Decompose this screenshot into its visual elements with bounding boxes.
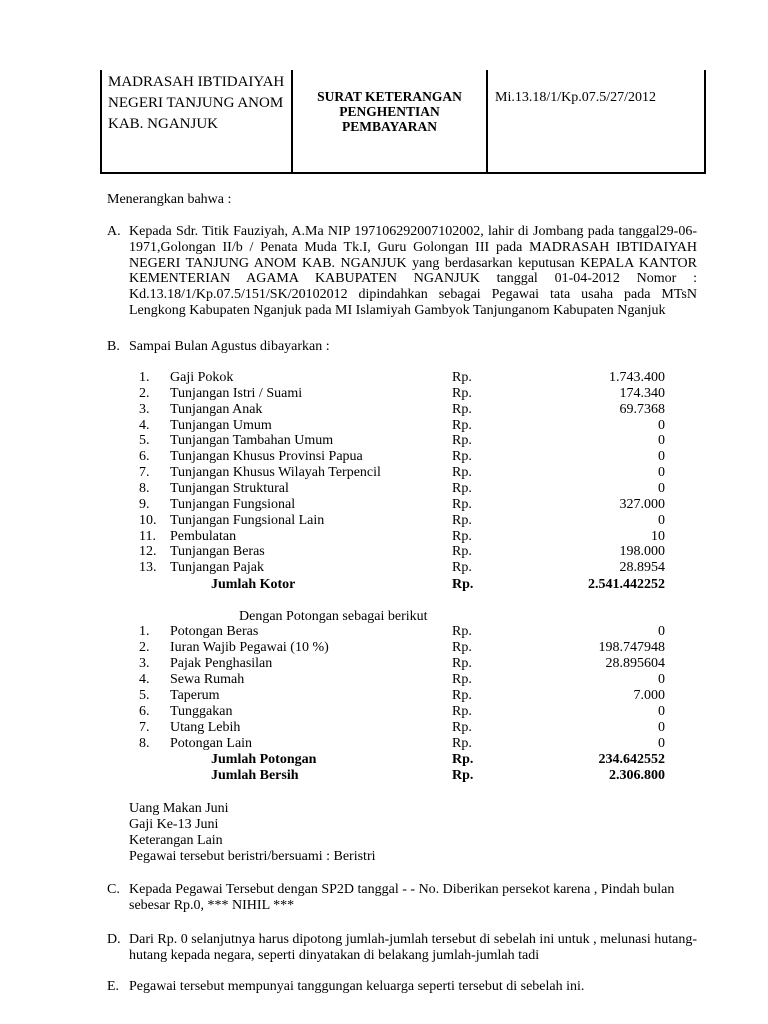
- income-item-amount: 0: [658, 417, 665, 433]
- income-item-label: Tunjangan Umum: [170, 417, 272, 433]
- income-item-number: 1.: [139, 370, 150, 385]
- income-item-row: [0, 481, 768, 497]
- income-item-currency: Rp.: [452, 560, 472, 576]
- net-total-label: Jumlah Bersih: [211, 768, 299, 783]
- income-item-amount: 0: [658, 465, 665, 481]
- document-number: Mi.13.18/1/Kp.07.5/27/2012: [495, 90, 657, 105]
- income-item-amount: 69.7368: [619, 401, 665, 417]
- income-item-label: Tunjangan Khusus Provinsi Papua: [170, 449, 363, 465]
- deduction-item-row: [0, 640, 768, 656]
- deduction-item-currency: Rp.: [452, 640, 472, 655]
- deduction-item-amount: 0: [658, 672, 665, 687]
- income-item-number: 12.: [139, 544, 157, 560]
- deduction-item-amount: 0: [658, 736, 665, 751]
- gross-total-amount: 2.541.442252: [588, 577, 665, 592]
- income-item-currency: Rp.: [452, 528, 472, 544]
- section-d-body: [129, 932, 697, 964]
- income-item-amount: 174.340: [619, 385, 665, 401]
- deduction-item-row: [0, 736, 768, 752]
- income-item-row: [0, 418, 768, 434]
- meal-allowance-note: Uang Makan Juni: [129, 801, 229, 816]
- deduction-item-currency: Rp.: [452, 688, 472, 703]
- income-item-row: [0, 497, 768, 513]
- deduction-item-number: 3.: [139, 656, 150, 671]
- institution-line: KAB. NGANJUK: [108, 116, 219, 132]
- income-item-row: [0, 386, 768, 402]
- income-item-number: 7.: [139, 465, 150, 481]
- deduction-item-amount: 0: [658, 704, 665, 719]
- deduction-item-row: [0, 720, 768, 736]
- deduction-item-number: 6.: [139, 704, 150, 719]
- marital-status-note: Pegawai tersebut beristri/bersuami : Beristri: [129, 849, 376, 864]
- income-item-currency: Rp.: [452, 449, 472, 465]
- section-c-line: sebesar Rp.0, *** NIHIL ***: [129, 897, 295, 913]
- deduction-item-number: 8.: [139, 736, 150, 751]
- deduction-item-currency: Rp.: [452, 656, 472, 671]
- income-item-row: [0, 529, 768, 545]
- income-item-row: [0, 513, 768, 529]
- income-item-number: 4.: [139, 417, 150, 433]
- income-item-number: 5.: [139, 433, 150, 449]
- income-item-currency: Rp.: [452, 417, 472, 433]
- income-item-number: 3.: [139, 401, 150, 417]
- income-item-number: 10.: [139, 512, 157, 528]
- title-line: PEMBAYARAN: [341, 119, 437, 134]
- income-item-currency: Rp.: [452, 544, 472, 560]
- income-item-number: 11.: [139, 528, 156, 544]
- deduction-item-number: 7.: [139, 720, 150, 735]
- deduction-item-currency: Rp.: [452, 624, 472, 639]
- income-item-label: Tunjangan Beras: [170, 544, 265, 560]
- income-item-currency: Rp.: [452, 385, 472, 401]
- section-e-letter: E.: [107, 979, 120, 994]
- income-item-number: 6.: [139, 449, 150, 465]
- income-item-number: 9.: [139, 496, 150, 512]
- section-d-line: hutang kepada negara, seperti dinyatakan di belakang jumlah-jumlah tadi: [129, 947, 540, 963]
- institution-line: NEGERI TANJUNG ANOM: [108, 95, 284, 111]
- title-line: PENGHENTIAN: [339, 104, 440, 119]
- total-deductions-label: Jumlah Potongan: [211, 752, 317, 767]
- section-c-line: Kepada Pegawai Tersebut dengan SP2D tanggal - - No. Diberikan persekot karena , Pindah bulan: [129, 882, 675, 897]
- income-item-label: Tunjangan Fungsional: [170, 496, 296, 512]
- section-a-line: 1971,Golongan II/b / Penata Muda Tk.I, Guru Golongan III pada MADRASAH IBTIDAIYAH: [129, 239, 697, 255]
- section-d-letter: D.: [107, 932, 121, 947]
- section-b-letter: B.: [107, 339, 120, 354]
- total-deductions-currency: Rp.: [452, 752, 474, 767]
- deduction-item-label: Potongan Beras: [170, 624, 259, 639]
- deduction-item-amount: 28.895604: [605, 656, 665, 671]
- deduction-item-amount: 0: [658, 720, 665, 735]
- header-table: [100, 70, 706, 174]
- section-a-line: Lengkong Kabupaten Nganjuk pada MI Islamiyah Gambyok Tanjunganom Kabupaten Nganjuk: [129, 302, 666, 318]
- income-item-currency: Rp.: [452, 401, 472, 417]
- gross-total-label: Jumlah Kotor: [211, 577, 296, 592]
- deduction-item-number: 5.: [139, 688, 150, 703]
- income-item-number: 13.: [139, 560, 157, 576]
- section-a-letter: A.: [107, 224, 121, 239]
- deduction-item-number: 1.: [139, 624, 150, 639]
- income-item-currency: Rp.: [452, 433, 472, 449]
- income-item-currency: Rp.: [452, 465, 472, 481]
- income-item-label: Gaji Pokok: [170, 370, 234, 385]
- section-a-line: NEGERI TANJUNG ANOM KAB. NGANJUK yang berdasarkan keputusan KEPALA KANTOR: [129, 255, 697, 271]
- deduction-item-label: Tunggakan: [170, 704, 233, 719]
- deduction-item-currency: Rp.: [452, 704, 472, 719]
- net-total-row: [0, 768, 768, 784]
- institution-line: MADRASAH IBTIDAIYAH: [108, 74, 285, 90]
- income-item-currency: Rp.: [452, 480, 472, 496]
- net-total-amount: 2.306.800: [609, 768, 665, 783]
- intro-text: Menerangkan bahwa :: [107, 192, 232, 207]
- income-item-number: 8.: [139, 480, 150, 496]
- deduction-item-currency: Rp.: [452, 736, 472, 751]
- net-total-currency: Rp.: [452, 768, 474, 783]
- section-d-line: Dari Rp. 0 selanjutnya harus dipotong jumlah-jumlah tersebut di sebelah ini untuk , melunasi hutang-: [129, 932, 697, 947]
- income-item-label: Pembulatan: [170, 528, 237, 544]
- deduction-item-row: [0, 688, 768, 704]
- deduction-item-number: 2.: [139, 640, 150, 655]
- deductions-title: Dengan Potongan sebagai berikut: [239, 609, 428, 624]
- income-item-amount: 10: [651, 528, 665, 544]
- deduction-item-label: Pajak Penghasilan: [170, 656, 273, 671]
- deduction-item-amount: 198.747948: [598, 640, 665, 655]
- income-item-amount: 28.8954: [619, 560, 665, 576]
- deduction-item-amount: 0: [658, 624, 665, 639]
- deduction-item-label: Potongan Lain: [170, 736, 253, 751]
- income-item-row: [0, 370, 768, 386]
- section-a-line: Kd.13.18/1/Kp.07.5/151/SK/20102012 dipindahkan sebagai Pegawai tata usaha pada MTsN: [129, 287, 697, 303]
- income-item-amount: 0: [658, 480, 665, 496]
- deduction-item-currency: Rp.: [452, 720, 472, 735]
- deduction-item-label: Sewa Rumah: [170, 672, 245, 687]
- income-item-amount: 0: [658, 433, 665, 449]
- income-item-label: Tunjangan Struktural: [170, 480, 289, 496]
- deduction-item-row: [0, 624, 768, 640]
- document-title: [293, 70, 488, 172]
- income-item-row: [0, 465, 768, 481]
- income-item-label: Tunjangan Istri / Suami: [170, 385, 303, 401]
- deduction-item-amount: 7.000: [633, 688, 665, 703]
- deduction-item-number: 4.: [139, 672, 150, 687]
- section-a-body: [129, 224, 697, 319]
- section-c-letter: C.: [107, 882, 120, 897]
- title-line: SURAT KETERANGAN: [317, 89, 462, 104]
- gross-total-row: [0, 577, 768, 593]
- deduction-item-label: Iuran Wajib Pegawai (10 %): [170, 640, 329, 655]
- section-a-line: Kepada Sdr. Titik Fauziyah, A.Ma NIP 197106292007102002, lahir di Jombang pada tanggal29-06-: [129, 224, 697, 239]
- income-item-amount: 327.000: [619, 496, 665, 512]
- income-item-amount: 0: [658, 449, 665, 465]
- section-a-line: KEMENTERIAN AGAMA KABUPATEN NGANJUK tanggal 01-04-2012 Nomor :: [129, 271, 697, 287]
- income-item-label: Tunjangan Pajak: [170, 560, 264, 576]
- deduction-item-label: Taperum: [170, 688, 220, 703]
- income-item-label: Tunjangan Khusus Wilayah Terpencil: [170, 465, 381, 481]
- income-item-label: Tunjangan Anak: [170, 401, 263, 417]
- income-item-currency: Rp.: [452, 496, 472, 512]
- other-info-label: Keterangan Lain: [129, 833, 223, 848]
- income-item-currency: Rp.: [452, 512, 472, 528]
- income-item-row: [0, 402, 768, 418]
- income-item-row: [0, 544, 768, 560]
- income-item-amount: 1.743.400: [609, 370, 665, 385]
- income-item-row: [0, 433, 768, 449]
- section-c-body: [129, 882, 697, 914]
- income-item-amount: 0: [658, 512, 665, 528]
- section-e-text: Pegawai tersebut mempunyai tanggungan keluarga seperti tersebut di sebelah ini.: [129, 979, 585, 994]
- deduction-item-label: Utang Lebih: [170, 720, 241, 735]
- deduction-item-currency: Rp.: [452, 672, 472, 687]
- income-item-number: 2.: [139, 385, 150, 401]
- institution-name: [102, 70, 293, 172]
- income-item-label: Tunjangan Fungsional Lain: [170, 512, 325, 528]
- gross-total-currency: Rp.: [452, 577, 474, 592]
- income-item-row: [0, 449, 768, 465]
- income-item-label: Tunjangan Tambahan Umum: [170, 433, 334, 449]
- thirteenth-salary-note: Gaji Ke-13 Juni: [129, 817, 219, 832]
- income-item-row: [0, 560, 768, 576]
- total-deductions-amount: 234.642552: [598, 752, 665, 767]
- income-item-amount: 198.000: [619, 544, 665, 560]
- deduction-item-row: [0, 704, 768, 720]
- total-deductions-row: [0, 752, 768, 768]
- deduction-item-row: [0, 656, 768, 672]
- income-item-currency: Rp.: [452, 370, 472, 385]
- section-b-text: Sampai Bulan Agustus dibayarkan :: [129, 339, 330, 354]
- deduction-item-row: [0, 672, 768, 688]
